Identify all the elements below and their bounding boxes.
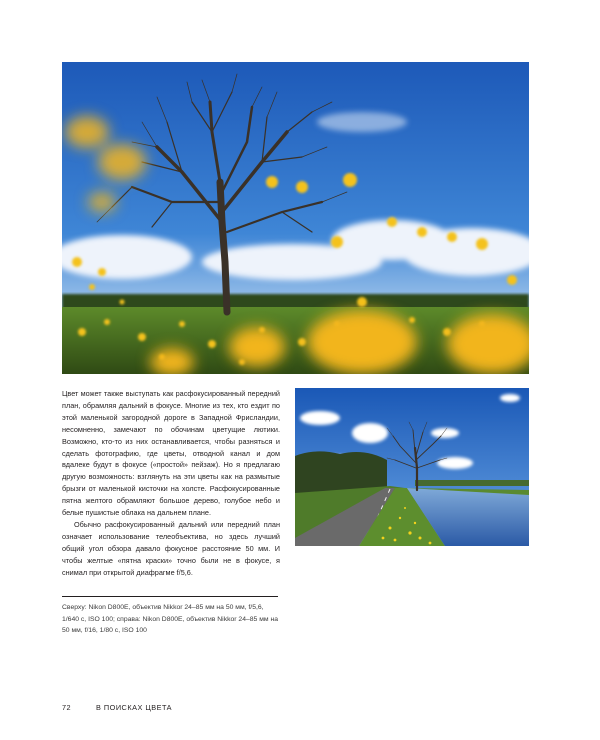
side-photo — [295, 388, 529, 546]
caption-rule — [62, 596, 278, 597]
photo-caption: Сверху: Nikon D800E, объектив Nikkor 24–85 мм на 50 мм, f/5,6, 1/640 с, ISO 100; справа: Nikon D800E, объектив Nikkor 24–85 мм на 50 мм, f/16, 1/80 с, ISO 100 — [62, 604, 278, 635]
paragraph-2: Обычно расфокусированный дальний или передний план означает использование телеобъектива, но здесь лучший общий угол обзора давало фокусное расстояние 50 мм. И чтобы желтые «пятна краски» точно были не в фокусе, я снимал при открытой диафрагме f/5,6. — [62, 519, 280, 577]
paragraph-1: Цвет может также выступать как расфокусированный передний план, обрамляя дальний в фокусе. Многие из тех, кто ездит по этой маленькой загородной дороге в Западной Фрисландии, несомненно, замечают по обочинам цветущие лютики. Возможно, кто-то из них останавливается, чтобы разняться и сделать фотографию, где цветы, отводной канал и дом вдалеке будут в фокусе («простой» пейзаж). Но я предлагаю другую возможность: взглянуть на эти цветы как на размытые брызги от маленькой кисточки на холсте. Расфокусированные пятна желтого обрамляют большое дерево, голубое небо и белые пушистые облака на дальнем плане. — [62, 389, 280, 518]
main-photo — [62, 62, 529, 374]
road-canal-image — [295, 388, 529, 546]
tree-buttercups-image — [62, 62, 529, 374]
page-footer — [62, 703, 172, 712]
section-title: В ПОИСКАХ ЦВЕТА — [96, 703, 173, 712]
page-number: 72 — [62, 703, 72, 712]
body-text — [62, 388, 280, 579]
